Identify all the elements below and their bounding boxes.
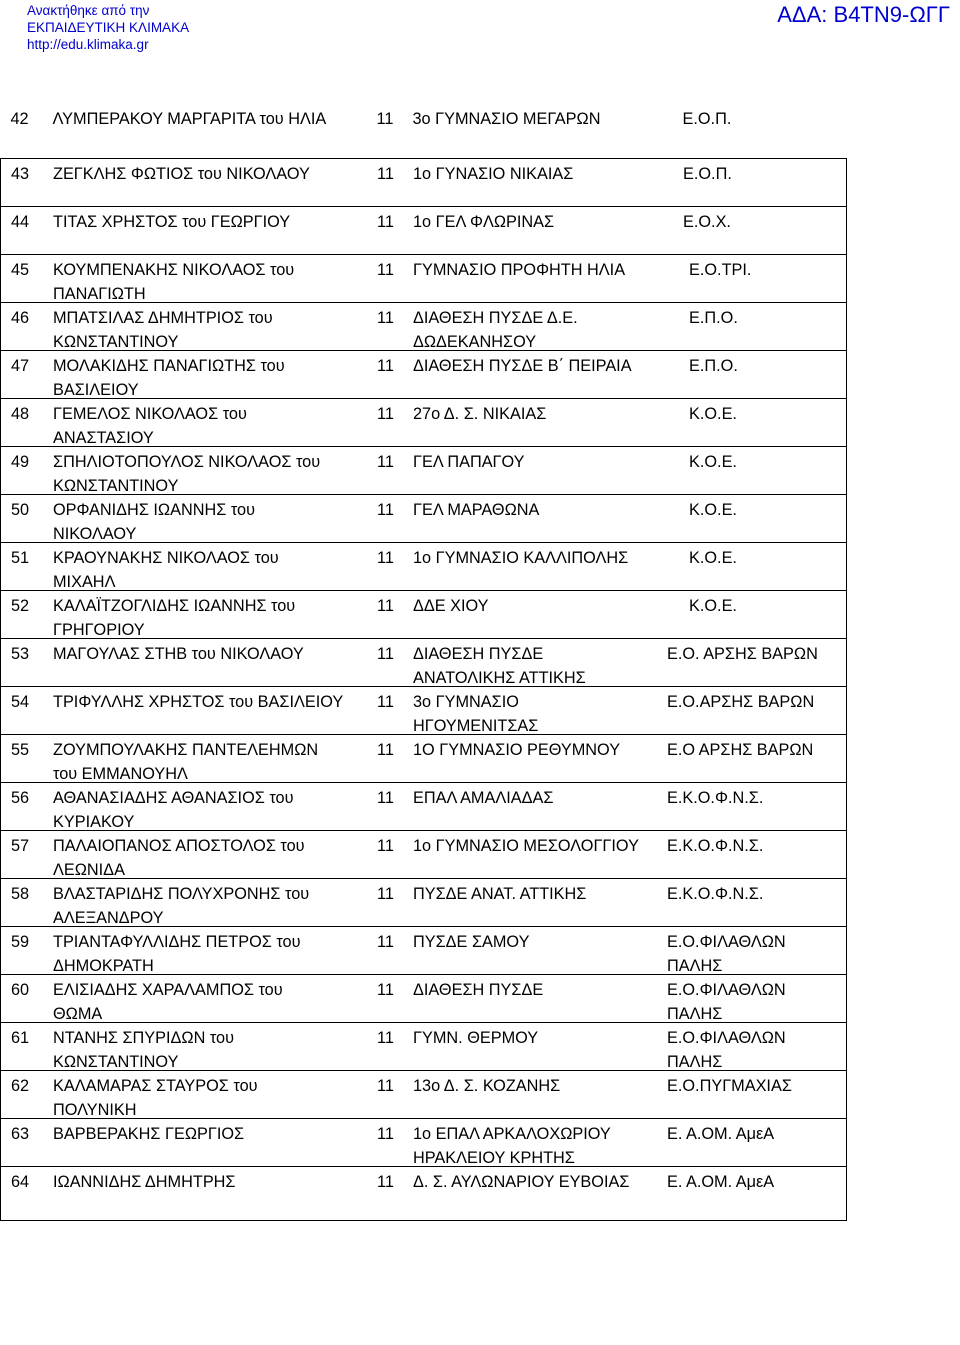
- athlete-name-line: ΘΩΜΑ: [53, 1004, 103, 1022]
- row-cell: [1, 590, 847, 638]
- category-label: [667, 1122, 774, 1146]
- table-row: [1, 782, 847, 830]
- school-name-line: ΓΥΜΝ. ΘΕΡΜΟΥ: [413, 1028, 539, 1047]
- row-content: [1, 642, 844, 686]
- table-row: [1, 302, 847, 350]
- school-name-line: ΗΡΑΚΛΕΙΟΥ ΚΡΗΤΗΣ: [413, 1148, 575, 1166]
- category-label-line: Ε.Ο.ΤΡΙ.: [689, 260, 752, 279]
- table-row: [1, 446, 847, 494]
- row-cell: [1, 254, 847, 302]
- row-content: [1, 354, 844, 398]
- table-row: [1, 494, 847, 542]
- row-content: [1, 1074, 844, 1118]
- athlete-name-line: ΔΗΜΟΚΡΑΤΗ: [53, 956, 154, 974]
- school-name: [413, 930, 529, 954]
- count-value: 11: [377, 452, 394, 471]
- count-value: 11: [377, 980, 394, 999]
- category-label-line: Ε. Α.ΟΜ. ΑμεΑ: [667, 1172, 775, 1191]
- row-cell: [1, 782, 847, 830]
- category-label-line: Ε.Ο.ΦΙΛΑΘΛΩΝ: [667, 1028, 786, 1047]
- category-label: [689, 450, 737, 474]
- athlete-name: [53, 546, 279, 591]
- category-label-line: Κ.Ο.Ε.: [689, 452, 737, 471]
- category-label: [683, 210, 731, 234]
- school-name: [413, 354, 632, 378]
- athlete-name-line: ΙΩΑΝΝΙΔΗΣ ΔΗΜΗΤΡΗΣ: [53, 1172, 236, 1191]
- count-value: 11: [377, 836, 394, 855]
- row-number: 45: [11, 260, 30, 279]
- athlete-name: [53, 786, 294, 831]
- athlete-name: [53, 107, 327, 131]
- table-row: [1, 878, 847, 926]
- row-number: 59: [11, 932, 30, 951]
- category-label: [667, 1074, 792, 1098]
- school-name-line: ΑΝΑΤΟΛΙΚΗΣ ΑΤΤΙΚΗΣ: [413, 668, 586, 686]
- row-number: 48: [11, 404, 30, 423]
- category-label-line: Ε.Ο.ΦΙΛΑΘΛΩΝ: [667, 932, 786, 951]
- row-cell: [1, 446, 847, 494]
- school-name: [413, 1170, 629, 1194]
- row-number: 58: [11, 884, 30, 903]
- row-number: 64: [11, 1172, 30, 1191]
- athlete-name-line: ΜΟΛΑΚΙΔΗΣ ΠΑΝΑΓΙΩΤΗΣ του: [53, 356, 285, 375]
- category-label-line: Ε.Ο.ΠΥΓΜΑΧΙΑΣ: [667, 1076, 792, 1095]
- count-value: 11: [377, 1172, 394, 1191]
- count-value: 11: [377, 788, 394, 807]
- category-label: [667, 738, 813, 762]
- category-label: [667, 1026, 786, 1071]
- row-number: 44: [11, 212, 30, 231]
- school-name-line: ΔΙΑΘΕΣΗ ΠΥΣΔΕ: [413, 644, 544, 663]
- row-content: [1, 786, 844, 830]
- row-number: 47: [11, 356, 30, 375]
- athlete-name-line: ΑΛΕΞΑΝΔΡΟΥ: [53, 908, 164, 926]
- school-name-line: 1ο ΓΥΜΝΑΣΙΟ ΚΑΛΛΙΠΟΛΗΣ: [413, 548, 629, 567]
- count-value: 11: [377, 260, 394, 279]
- row-content: [1, 930, 844, 974]
- count-value: 11: [377, 932, 394, 951]
- athlete-name-line: ΒΛΑΣΤΑΡΙΔΗΣ ΠΟΛΥΧΡΟΝΗΣ του: [53, 884, 310, 903]
- athlete-name-line: ΠΑΝΑΓΙΩΤΗ: [53, 284, 146, 302]
- row-content: [1, 594, 844, 638]
- athlete-name-line: ΓΕΜΕΛΟΣ ΝΙΚΟΛΑΟΣ του: [53, 404, 247, 423]
- category-label-line: Ε.Ο. ΑΡΣΗΣ ΒΑΡΩΝ: [667, 644, 818, 663]
- category-label: [667, 978, 786, 1023]
- school-name: [413, 402, 546, 426]
- table-row: [1, 686, 847, 734]
- school-name-line: 1ο ΕΠΑΛ ΑΡΚΑΛΟΧΩΡΙΟΥ: [413, 1124, 611, 1143]
- athlete-name: [53, 594, 295, 639]
- row-content: [1, 306, 844, 350]
- school-name-line: ΓΥΜΝΑΣΙΟ ΠΡΟΦΗΤΗ ΗΛΙΑ: [413, 260, 626, 279]
- school-name: [413, 978, 543, 1002]
- row-number: 55: [11, 740, 30, 759]
- school-name: [413, 210, 554, 234]
- category-label: [667, 930, 786, 975]
- table-row: [1, 734, 847, 782]
- count-value: 11: [377, 404, 394, 423]
- row-cell: [1, 398, 847, 446]
- table-row: [1, 254, 847, 302]
- count-value: 11: [377, 596, 394, 615]
- row-cell: [1, 158, 847, 206]
- athlete-name: [53, 1122, 244, 1146]
- category-label-line: Ε.Κ.Ο.Φ.Ν.Σ.: [667, 788, 764, 807]
- athlete-name-line: ΜΙΧΑΗΛ: [53, 572, 116, 590]
- row-content: [1, 450, 844, 494]
- table-row: [1, 1118, 847, 1166]
- row-cell: [1, 974, 847, 1022]
- athlete-name: [53, 402, 247, 447]
- count-value: 11: [377, 1076, 394, 1095]
- count-value: 11: [377, 740, 394, 759]
- athlete-name: [53, 306, 273, 351]
- source-line-1: Ανακτήθηκε από την: [27, 3, 150, 18]
- table-row: [1, 350, 847, 398]
- athlete-name: [53, 978, 283, 1023]
- athlete-name: [53, 930, 301, 975]
- athlete-name-line: του ΕΜΜΑΝΟΥΗΛ: [53, 764, 188, 782]
- row-content: [1, 1026, 844, 1070]
- source-line-2: ΕΚΠΑΙΔΕΥΤΙΚΗ ΚΛΙΜΑΚΑ: [27, 20, 190, 35]
- athletes-table: [0, 92, 847, 1221]
- school-name-line: 3ο ΓΥΜΝΑΣΙΟ ΜΕΓΑΡΩΝ: [412, 110, 601, 128]
- category-label-line: Ε.Κ.Ο.Φ.Ν.Σ.: [667, 884, 764, 903]
- row-content: [1, 498, 844, 542]
- athlete-name-line: ΝΤΑΝΗΣ ΣΠΥΡΙΔΩΝ του: [53, 1028, 235, 1047]
- category-label-line: Ε.Ο.Π.: [683, 164, 732, 183]
- school-name-line: 13ο Δ. Σ. ΚΟΖΑΝΗΣ: [413, 1076, 561, 1095]
- table-row: [1, 542, 847, 590]
- athlete-name-line: ΚΡΑΟΥΝΑΚΗΣ ΝΙΚΟΛΑΟΣ του: [53, 548, 279, 567]
- ada-code: ΑΔΑ: Β4ΤΝ9-ΩΓΓ: [777, 2, 950, 27]
- athlete-name-line: ΟΡΦΑΝΙΔΗΣ ΙΩΑΝΝΗΣ του: [53, 500, 255, 519]
- athlete-name: [53, 738, 318, 783]
- school-name-line: ΔΩΔΕΚΑΝΗΣΟΥ: [413, 332, 537, 350]
- category-label-line: Ε.Ο.Χ.: [683, 212, 731, 231]
- athlete-name-line: ΤΡΙΑΝΤΑΦΥΛΛΙΔΗΣ ΠΕΤΡΟΣ του: [53, 932, 301, 951]
- row-cell: [1, 734, 847, 782]
- row-number: 60: [11, 980, 30, 999]
- table-row: [1, 398, 847, 446]
- row-cell: [1, 926, 847, 974]
- row-content: [1, 210, 844, 254]
- source-watermark: [27, 2, 189, 53]
- row-content: [1, 690, 844, 734]
- row-number: 50: [11, 500, 30, 519]
- count-value: 11: [377, 884, 394, 903]
- school-name-line: ΔΙΑΘΕΣΗ ΠΥΣΔΕ Β΄ ΠΕΙΡΑΙΑ: [413, 356, 632, 375]
- school-name-line: ΠΥΣΔΕ ΑΝΑΤ. ΑΤΤΙΚΗΣ: [413, 884, 587, 903]
- row-number: 61: [11, 1028, 30, 1047]
- table-row: [1, 1166, 847, 1220]
- row-number: 63: [11, 1124, 30, 1143]
- athlete-name-line: ΚΩΝΣΤΑΝΤΙΝΟΥ: [53, 1052, 179, 1070]
- athlete-name: [53, 450, 320, 495]
- count-value: 11: [377, 500, 394, 519]
- school-name: [413, 258, 625, 282]
- school-name-line: ΓΕΛ ΠΑΠΑΓΟΥ: [413, 452, 525, 471]
- school-name: [413, 786, 553, 810]
- school-name: [413, 1122, 611, 1167]
- row-number: 52: [11, 596, 30, 615]
- category-label: [689, 354, 738, 378]
- row-cell: [1, 686, 847, 734]
- row-cell: [1, 206, 847, 254]
- school-name: [413, 738, 620, 762]
- category-label: [683, 107, 732, 131]
- athlete-name: [53, 1026, 234, 1071]
- athlete-name-line: ΖΕΓΚΛΗΣ ΦΩΤΙΟΣ του ΝΙΚΟΛΑΟΥ: [53, 164, 310, 183]
- row-content: [1, 402, 844, 446]
- category-label: [689, 258, 751, 282]
- athlete-name: [53, 162, 310, 186]
- athlete-name-line: ΚΩΝΣΤΑΝΤΙΝΟΥ: [53, 476, 179, 494]
- row-content: [1, 258, 844, 302]
- category-label: [667, 690, 814, 714]
- row-content: [1, 546, 844, 590]
- category-label: [683, 162, 732, 186]
- category-label: [689, 594, 737, 618]
- school-name-line: 27ο Δ. Σ. ΝΙΚΑΙΑΣ: [413, 404, 547, 423]
- row-number: 56: [11, 788, 30, 807]
- category-label-line: Ε. Α.ΟΜ. ΑμεΑ: [667, 1124, 775, 1143]
- athlete-name-line: ΠΟΛΥΝΙΚΗ: [53, 1100, 137, 1118]
- school-name-line: 1ο ΓΥΝΑΣΙΟ ΝΙΚΑΙΑΣ: [413, 164, 574, 183]
- count-value: 11: [376, 110, 394, 128]
- row-cell: [1, 1118, 847, 1166]
- category-label-line: Κ.Ο.Ε.: [689, 404, 737, 423]
- row-cell: [1, 638, 847, 686]
- school-name-line: 1ο ΓΕΛ ΦΛΩΡΙΝΑΣ: [413, 212, 555, 231]
- school-name: [413, 1026, 538, 1050]
- row-number: 57: [11, 836, 30, 855]
- category-label: [667, 882, 763, 906]
- athlete-name-line: ΚΑΛΑΪΤΖΟΓΛΙΔΗΣ ΙΩΑΝΝΗΣ του: [53, 596, 296, 615]
- school-name: [413, 834, 639, 858]
- athlete-name-line: ΤΙΤΑΣ ΧΡΗΣΤΟΣ του ΓΕΩΡΓΙΟΥ: [53, 212, 291, 231]
- row-content: [1, 978, 844, 1022]
- category-label-line: Κ.Ο.Ε.: [689, 548, 737, 567]
- athlete-name-line: ΜΑΓΟΥΛΑΣ ΣΤΗΒ του ΝΙΚΟΛΑΟΥ: [53, 644, 304, 663]
- count-value: 11: [377, 692, 394, 711]
- row-cell: [1, 878, 847, 926]
- athlete-name: [53, 834, 305, 879]
- athlete-name-line: ΚΩΝΣΤΑΝΤΙΝΟΥ: [53, 332, 179, 350]
- athlete-name: [53, 258, 294, 303]
- row-number: 51: [11, 548, 30, 567]
- count-value: 11: [377, 164, 394, 183]
- school-name: [413, 1074, 560, 1098]
- row-cell: [1, 494, 847, 542]
- row-number: 62: [11, 1076, 30, 1095]
- athlete-name-line: ΚΑΛΑΜΑΡΑΣ ΣΤΑΥΡΟΣ του: [53, 1076, 258, 1095]
- school-name-line: 1Ο ΓΥΜΝΑΣΙΟ ΡΕΘΥΜΝΟΥ: [413, 740, 621, 759]
- row-cell: [1, 92, 847, 158]
- athlete-name: [53, 1074, 258, 1119]
- count-value: 11: [377, 1124, 394, 1143]
- category-label: [689, 402, 737, 426]
- athlete-name: [53, 210, 290, 234]
- school-name: [413, 690, 538, 735]
- school-name-line: 3ο ΓΥΜΝΑΣΙΟ: [413, 692, 519, 711]
- row-number: 46: [11, 308, 30, 327]
- athlete-name: [53, 642, 304, 666]
- school-name-line: ΗΓΟΥΜΕΝΙΤΣΑΣ: [413, 716, 539, 734]
- row-cell: [1, 830, 847, 878]
- school-name: [413, 642, 586, 687]
- category-label-line: Ε.Π.Ο.: [689, 308, 738, 327]
- category-label-line: Ε.Ο.ΦΙΛΑΘΛΩΝ: [667, 980, 786, 999]
- athlete-name-line: ΒΑΡΒΕΡΑΚΗΣ ΓΕΩΡΓΙΟΣ: [53, 1124, 245, 1143]
- row-number: 43: [11, 164, 30, 183]
- row-cell: [1, 542, 847, 590]
- athlete-name-line: ΤΡΙΦΥΛΛΗΣ ΧΡΗΣΤΟΣ του ΒΑΣΙΛΕΙΟΥ: [53, 692, 344, 711]
- category-label-line: ΠΑΛΗΣ: [667, 1004, 723, 1022]
- count-value: 11: [377, 644, 394, 663]
- athlete-name: [53, 690, 343, 714]
- school-name-line: Δ. Σ. ΑΥΛΩΝΑΡΙΟΥ ΕΥΒΟΙΑΣ: [413, 1172, 630, 1191]
- athlete-name-line: ΣΠΗΛΙΟΤΟΠΟΥΛΟΣ ΝΙΚΟΛΑΟΣ του: [53, 452, 321, 471]
- category-label-line: Ε.Π.Ο.: [689, 356, 738, 375]
- athlete-name: [53, 1170, 236, 1194]
- school-name: [413, 882, 586, 906]
- category-label: [689, 498, 737, 522]
- category-label: [667, 834, 763, 858]
- table-row: [1, 974, 847, 1022]
- table-row: [1, 1070, 847, 1118]
- table-row: [1, 638, 847, 686]
- category-label-line: Ε.Κ.Ο.Φ.Ν.Σ.: [667, 836, 764, 855]
- row-content: [1, 107, 845, 158]
- athlete-name-line: ΚΥΡΙΑΚΟΥ: [53, 812, 135, 830]
- category-label-line: Ε.Ο.ΑΡΣΗΣ ΒΑΡΩΝ: [667, 692, 815, 711]
- school-name: [413, 306, 578, 351]
- row-number: 54: [11, 692, 30, 711]
- athlete-name-line: ΒΑΣΙΛΕΙΟΥ: [53, 380, 139, 398]
- school-name-line: ΔΙΑΘΕΣΗ ΠΥΣΔΕ Δ.Ε.: [413, 308, 578, 327]
- category-label: [689, 546, 737, 570]
- category-label-line: Ε.Ο ΑΡΣΗΣ ΒΑΡΩΝ: [667, 740, 814, 759]
- school-name-line: ΔΙΑΘΕΣΗ ΠΥΣΔΕ: [413, 980, 544, 999]
- athlete-name-line: ΛΕΩΝΙΔΑ: [53, 860, 125, 878]
- category-label: [689, 306, 738, 330]
- school-name-line: ΓΕΛ ΜΑΡΑΘΩΝΑ: [413, 500, 540, 519]
- count-value: 11: [377, 356, 394, 375]
- table-row: [1, 158, 847, 206]
- category-label: [667, 786, 763, 810]
- athlete-name-line: ΑΝΑΣΤΑΣΙΟΥ: [53, 428, 154, 446]
- school-name: [413, 450, 525, 474]
- athlete-name-line: ΓΡΗΓΟΡΙΟΥ: [53, 620, 145, 638]
- count-value: 11: [377, 308, 394, 327]
- school-name: [413, 162, 573, 186]
- count-value: 11: [377, 548, 394, 567]
- category-label-line: ΠΑΛΗΣ: [667, 1052, 723, 1070]
- row-number: 53: [11, 644, 30, 663]
- row-cell: [1, 1070, 847, 1118]
- row-content: [1, 882, 844, 926]
- athlete-name: [53, 354, 285, 399]
- category-label-line: Κ.Ο.Ε.: [689, 596, 737, 615]
- school-name: [413, 594, 489, 618]
- athlete-name-line: ΖΟΥΜΠΟΥΛΑΚΗΣ ΠΑΝΤΕΛΕΗΜΩΝ: [53, 740, 319, 759]
- school-name: [413, 546, 628, 570]
- row-cell: [1, 302, 847, 350]
- athlete-name-line: ΚΟΥΜΠΕΝΑΚΗΣ ΝΙΚΟΛΑΟΣ του: [53, 260, 295, 279]
- row-content: [1, 1170, 844, 1220]
- category-label: [667, 642, 818, 666]
- athlete-name-line: ΠΑΛΑΙΟΠΑΝΟΣ ΑΠΟΣΤΟΛΟΣ του: [53, 836, 305, 855]
- count-value: 11: [377, 1028, 394, 1047]
- school-name-line: 1ο ΓΥΜΝΑΣΙΟ ΜΕΣΟΛΟΓΓΙΟΥ: [413, 836, 639, 855]
- source-url-link[interactable]: http://edu.klimaka.gr: [27, 37, 149, 52]
- table-row: [1, 830, 847, 878]
- row-content: [1, 738, 844, 782]
- table-row: [1, 590, 847, 638]
- athlete-name-line: ΝΙΚΟΛΑΟΥ: [53, 524, 137, 542]
- row-number: 49: [11, 452, 30, 471]
- row-number: 42: [10, 110, 29, 128]
- athlete-name-line: ΑΘΑΝΑΣΙΑΔΗΣ ΑΘΑΝΑΣΙΟΣ του: [53, 788, 294, 807]
- category-label-line: Ε.Ο.Π.: [682, 110, 732, 128]
- category-label: [667, 1170, 774, 1194]
- row-content: [1, 162, 844, 206]
- category-label-line: ΠΑΛΗΣ: [667, 956, 723, 974]
- school-name-line: ΠΥΣΔΕ ΣΑΜΟΥ: [413, 932, 530, 951]
- category-label-line: Κ.Ο.Ε.: [689, 500, 737, 519]
- table-row: [1, 926, 847, 974]
- school-name-line: ΕΠΑΛ ΑΜΑΛΙΑΔΑΣ: [413, 788, 554, 807]
- athlete-name-line: ΕΛΙΣΙΑΔΗΣ ΧΑΡΑΛΑΜΠΟΣ του: [53, 980, 283, 999]
- row-content: [1, 1122, 844, 1166]
- row-cell: [1, 1166, 847, 1220]
- row-cell: [1, 1022, 847, 1070]
- school-name: [413, 107, 601, 131]
- table-row: [1, 92, 847, 158]
- athlete-name-line: ΜΠΑΤΣΙΛΑΣ ΔΗΜΗΤΡΙΟΣ του: [53, 308, 273, 327]
- school-name-line: ΔΔΕ ΧΙΟΥ: [413, 596, 489, 615]
- table-row: [1, 1022, 847, 1070]
- athlete-name: [53, 498, 255, 543]
- athlete-name: [53, 882, 309, 927]
- row-cell: [1, 350, 847, 398]
- table-row: [1, 206, 847, 254]
- athlete-name-line: ΛΥΜΠΕΡΑΚΟΥ ΜΑΡΓΑΡΙΤΑ του ΗΛΙΑ: [52, 110, 327, 128]
- row-content: [1, 834, 844, 878]
- count-value: 11: [377, 212, 394, 231]
- school-name: [413, 498, 539, 522]
